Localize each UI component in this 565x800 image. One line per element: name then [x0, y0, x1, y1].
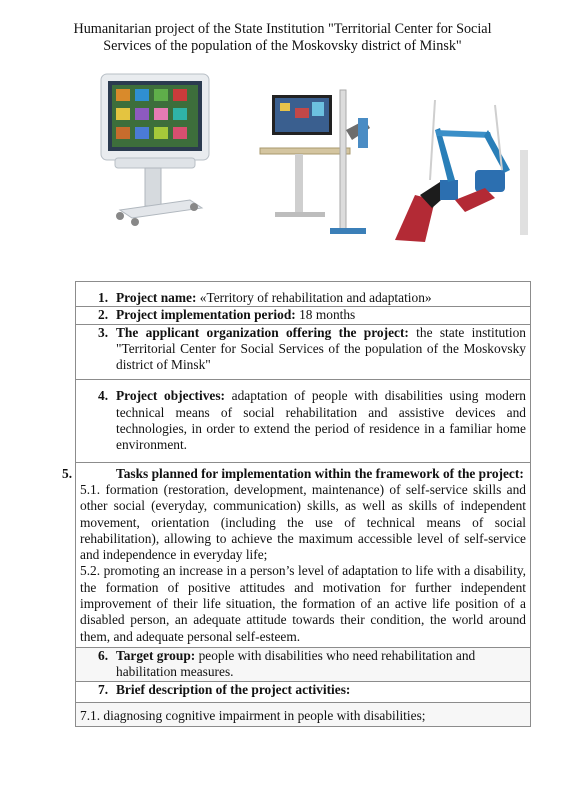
row-number: 6. — [98, 647, 109, 663]
row-applicant-organization — [76, 324, 531, 380]
activity-item-7-1: 7.1. diagnosing cognitive impairment in people with disabilities; — [80, 707, 426, 723]
tasks-label: Tasks planned for implementation within the framework of the project: — [116, 465, 524, 481]
project-objectives-label: Project objectives: — [116, 388, 226, 404]
title-line-2: Services of the population of the Moskovsky district of Minsk" — [103, 38, 462, 54]
activities-label: Brief description of the project activities: — [116, 681, 351, 697]
row-number: 3. — [98, 324, 109, 340]
project-name-value: «Territory of rehabilitation and adaptation» — [196, 290, 432, 305]
row-project-objectives — [76, 380, 531, 462]
row-number: 7. — [98, 681, 109, 697]
task-item-5-2: 5.2. promoting an increase in a person’s level of adaptation to life with a disability, the formation of positive attitudes and motivation for further independent improvement of their life situation, the formation of an active life position of a disabled person, an adequate attitude towards their condition, the world around them, and adequate personal self-esteem. — [80, 563, 526, 644]
row-project-name — [76, 282, 531, 307]
arm-robot-photo — [395, 100, 528, 242]
row-target-group — [76, 647, 531, 681]
document-title — [60, 21, 505, 55]
touch-panel-photo — [101, 74, 209, 226]
row-tasks — [76, 462, 531, 647]
row-activities — [76, 681, 531, 702]
title-line-1: Humanitarian project of the State Institution "Territorial Center for Social — [73, 21, 492, 37]
project-table — [62, 281, 531, 727]
project-name-label: Project name: — [116, 290, 197, 305]
row-implementation-period — [76, 307, 531, 324]
target-group-label: Target group: — [116, 647, 196, 663]
implementation-period-value: 18 months — [295, 307, 356, 323]
target-group-value: people with disabilities who need rehabilitation and habilitation measures. — [116, 647, 476, 680]
row-number: 4. — [98, 388, 109, 404]
implementation-period-label: Project implementation period: — [116, 307, 296, 323]
row-number: 5. — [62, 465, 73, 481]
applicant-organization-label: The applicant organization offering the project: — [116, 324, 409, 340]
task-item-5-1: 5.1. formation (restoration, development, maintenance) of self-service skills and other social (everyday, communication) skills, as well as skills of independent movement, orientation (including the use of technical means of social rehabilitation), allowing to achieve the maximum accessible level of self-service and independence in everyday life; — [80, 481, 526, 563]
workstation-photo — [260, 90, 370, 234]
equipment-photos — [90, 70, 530, 255]
row-number: 2. — [98, 307, 109, 323]
tasks-heading — [62, 463, 526, 482]
row-activity-item — [76, 702, 531, 726]
applicant-organization-value: the state institution "Territorial Center for Social Services of the population of the Moskovsky district of Minsk" — [116, 324, 526, 373]
row-number: 1. — [98, 290, 109, 305]
project-objectives-value: adaptation of people with disabilities using modern technical means of social rehabilitation and assistive devices and technologies, in order to extend the period of residence in a familiar home environment. — [116, 388, 526, 453]
